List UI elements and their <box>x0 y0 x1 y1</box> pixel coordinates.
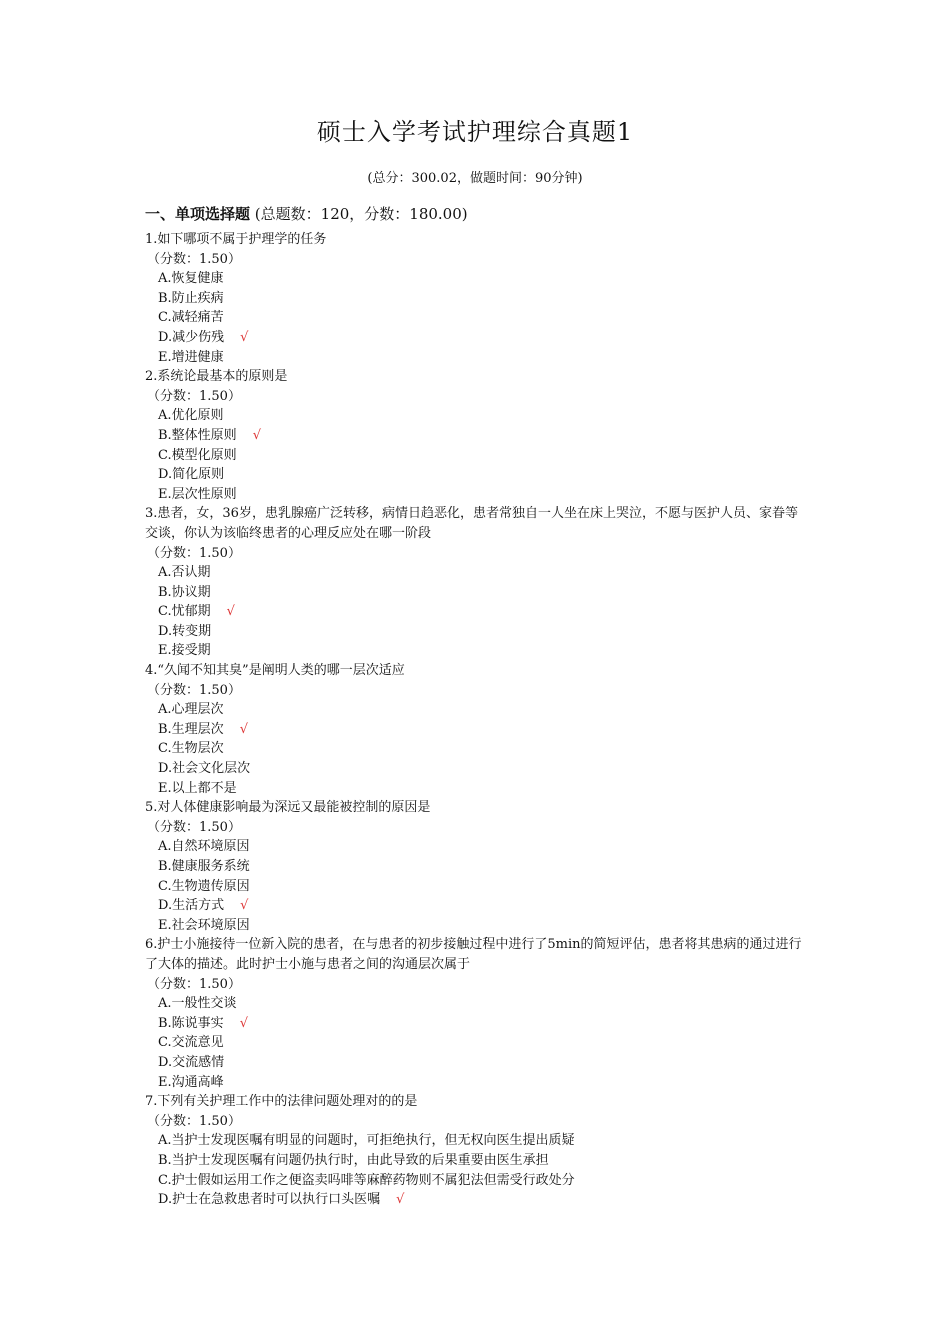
answer-option-label: A.一般性交谈 <box>158 996 237 1012</box>
answer-option-label: E.沟通高峰 <box>158 1074 224 1090</box>
answer-option <box>145 602 805 622</box>
answer-option <box>145 269 805 289</box>
answer-option <box>145 1171 805 1191</box>
check-mark-icon: √ <box>240 329 249 345</box>
answer-option <box>145 720 805 740</box>
exam-info: (总分：300.02，做题时间：90分钟) <box>367 171 583 186</box>
page-title: 硕士入学考试护理综合真题1 <box>316 118 634 146</box>
answer-option-label: B.陈说事实 <box>158 1015 224 1031</box>
question-score: （分数：1.50） <box>147 682 241 698</box>
answer-option <box>145 1190 805 1210</box>
answer-option <box>145 1131 805 1151</box>
check-mark-icon: √ <box>240 898 249 914</box>
answer-option <box>145 1033 805 1053</box>
answer-option-label: B.当护士发现医嘱有问题仍执行时，由此导致的后果重要由医生承担 <box>158 1152 549 1168</box>
answer-option-label: E.层次性原则 <box>158 486 237 502</box>
answer-option-label: A.当护士发现医嘱有明显的问题时，可拒绝执行，但无权向医生提出质疑 <box>158 1133 575 1149</box>
answer-option-label: C.交流意见 <box>158 1035 224 1051</box>
answer-option <box>145 779 805 799</box>
answer-option <box>145 1151 805 1171</box>
answer-option-label: B.整体性原则 <box>158 427 237 443</box>
answer-option-label: D.转变期 <box>158 623 212 639</box>
answer-option-label: E.社会环境原因 <box>158 917 250 933</box>
answer-option <box>145 837 805 857</box>
answer-option-label: C.生物层次 <box>158 741 224 757</box>
section-meta: (总题数：120，分数：180.00) <box>254 205 468 223</box>
answer-option <box>145 1073 805 1093</box>
answer-option-label: C.护士假如运用工作之便盗卖吗啡等麻醉药物则不属犯法但需受行政处分 <box>158 1172 575 1188</box>
answer-option <box>145 348 805 368</box>
answer-option-label: D.社会文化层次 <box>158 761 251 777</box>
question-item <box>145 1092 805 1210</box>
answer-option <box>145 877 805 897</box>
answer-option-label: A.恢复健康 <box>158 271 224 287</box>
check-mark-icon: √ <box>239 721 248 737</box>
answer-option-label: A.优化原则 <box>158 408 224 424</box>
answer-option-label: B.协议期 <box>158 584 211 600</box>
answer-option <box>145 583 805 603</box>
question-stem: 2.系统论最基本的原则是 <box>145 369 288 385</box>
answer-option-label: A.心理层次 <box>158 702 224 718</box>
answer-option-label: C.忧郁期 <box>158 604 211 620</box>
answer-option-label: D.交流感情 <box>158 1054 225 1070</box>
answer-option <box>145 857 805 877</box>
check-mark-icon: √ <box>226 604 235 620</box>
question-score: （分数：1.50） <box>147 388 241 404</box>
question-item <box>145 935 805 1092</box>
answer-option <box>145 563 805 583</box>
answer-option <box>145 759 805 779</box>
answer-option-label: D.护士在急救患者时可以执行口头医嘱 <box>158 1192 381 1208</box>
answer-option <box>145 328 805 348</box>
answer-option-label: D.减少伤残 <box>158 329 225 345</box>
answer-option-label: E.增进健康 <box>158 349 224 365</box>
answer-option <box>145 446 805 466</box>
question-item <box>145 367 805 504</box>
question-score: （分数：1.50） <box>147 1113 241 1129</box>
answer-option-label: A.自然环境原因 <box>158 839 250 855</box>
answer-option-label: D.生活方式 <box>158 898 225 914</box>
question-item <box>145 504 805 661</box>
check-mark-icon: √ <box>239 1015 248 1031</box>
question-stem: 7.下列有关护理工作中的法律问题处理对的的是 <box>145 1094 418 1110</box>
question-stem: 5.对人体健康影响最为深远又最能被控制的原因是 <box>145 800 431 816</box>
question-score: （分数：1.50） <box>147 251 241 267</box>
section-heading: 一、单项选择题 <box>145 205 251 223</box>
answer-option <box>145 994 805 1014</box>
answer-option <box>145 308 805 328</box>
question-list <box>145 230 805 1210</box>
answer-option-label: C.模型化原则 <box>158 447 237 463</box>
answer-option <box>145 1053 805 1073</box>
question-score: （分数：1.50） <box>147 976 241 992</box>
check-mark-icon: √ <box>252 427 261 443</box>
section-header <box>145 203 468 225</box>
answer-option <box>145 896 805 916</box>
answer-option-label: E.以上都不是 <box>158 780 237 796</box>
answer-option <box>145 485 805 505</box>
answer-option-label: B.健康服务系统 <box>158 859 250 874</box>
answer-option <box>145 406 805 426</box>
answer-option <box>145 1014 805 1034</box>
question-stem: 6.护士小施接待一位新入院的患者，在与患者的初步接触过程中进行了5min的简短评估，患者将其患病的通过进行了大体的描述。此时护士小施与患者之间的沟通层次属于 <box>145 937 802 972</box>
question-stem: 4.“久闻不知其臭”是阐明人类的哪一层次适应 <box>145 663 405 679</box>
question-stem: 3.患者，女，36岁，患乳腺癌广泛转移，病情日趋恶化，患者常独自一人坐在床上哭泣，不愿与医护人员、家眷等交谈，你认为该临终患者的心理反应处在哪一阶段 <box>145 506 798 541</box>
question-item <box>145 230 805 367</box>
question-score: （分数：1.50） <box>147 545 241 561</box>
answer-option <box>145 426 805 446</box>
answer-option <box>145 641 805 661</box>
answer-option-label: B.生理层次 <box>158 721 224 737</box>
answer-option <box>145 465 805 485</box>
answer-option <box>145 739 805 759</box>
answer-option <box>145 289 805 309</box>
answer-option-label: E.接受期 <box>158 643 211 659</box>
answer-option <box>145 622 805 642</box>
question-item <box>145 661 805 798</box>
question-stem: 1.如下哪项不属于护理学的任务 <box>145 232 327 247</box>
answer-option-label: C.生物遗传原因 <box>158 878 250 894</box>
answer-option-label: C.减轻痛苦 <box>158 310 224 326</box>
answer-option-label: B.防止疾病 <box>158 290 224 306</box>
question-score: （分数：1.50） <box>147 819 241 835</box>
answer-option <box>145 700 805 720</box>
check-mark-icon: √ <box>396 1192 405 1208</box>
answer-option-label: A.否认期 <box>158 565 211 581</box>
answer-option <box>145 916 805 936</box>
answer-option-label: D.简化原则 <box>158 467 225 483</box>
question-item <box>145 798 805 935</box>
